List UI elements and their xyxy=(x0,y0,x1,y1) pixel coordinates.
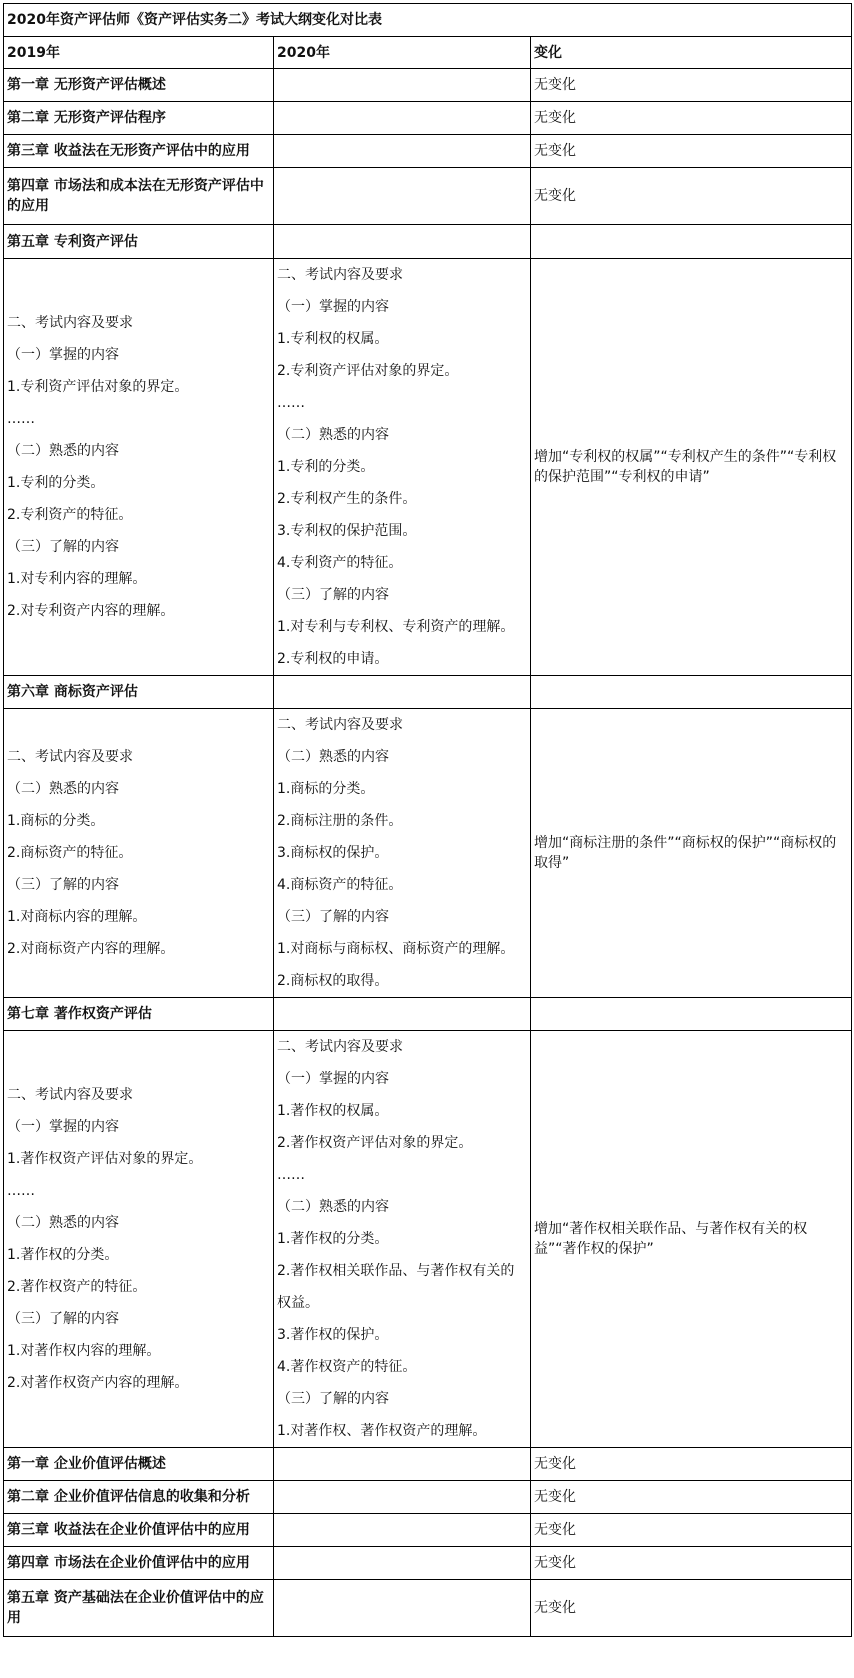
chapter-cell-2020 xyxy=(274,168,531,225)
outline-line: 二、考试内容及要求 xyxy=(277,1039,403,1055)
outline-line: 二、考试内容及要求 xyxy=(7,315,133,331)
outline-line: 1.对商标与商标权、商标资产的理解。 xyxy=(277,941,515,957)
outline-line: 2.专利资产的特征。 xyxy=(7,507,133,523)
outline-line: 4.专利资产的特征。 xyxy=(277,555,403,571)
outline-line: 二、考试内容及要求 xyxy=(277,717,403,733)
outline-line: 1.著作权的分类。 xyxy=(277,1231,389,1247)
syllabus-comparison-table xyxy=(3,3,852,1637)
chapter-cell-2020 xyxy=(274,1481,531,1514)
change-description: 增加“著作权相关联作品、与著作权有关的权益”“著作权的保护” xyxy=(531,1031,852,1448)
outline-line: 2.著作权相关联作品、与著作权有关的权益。 xyxy=(277,1263,515,1311)
outline-2020 xyxy=(274,709,531,998)
table-title-row xyxy=(4,4,852,37)
outline-line: 2.对商标资产内容的理解。 xyxy=(7,941,175,957)
chapter-cell-2020 xyxy=(274,676,531,709)
outline-line: 2.商标权的取得。 xyxy=(277,973,389,989)
chapter-cell-2020 xyxy=(274,1580,531,1637)
outline-line: 1.对著作权内容的理解。 xyxy=(7,1343,161,1359)
outline-line: （二）熟悉的内容 xyxy=(277,1199,389,1215)
outline-line: 3.著作权的保护。 xyxy=(277,1327,389,1343)
change-status xyxy=(531,225,852,259)
outline-line: 3.商标权的保护。 xyxy=(277,845,389,861)
outline-line: …… xyxy=(7,411,35,427)
outline-2020 xyxy=(274,1031,531,1448)
chapter-row xyxy=(4,676,852,709)
outline-line: 4.商标资产的特征。 xyxy=(277,877,403,893)
outline-line: （三）了解的内容 xyxy=(7,539,119,555)
outline-line: （三）了解的内容 xyxy=(277,1391,389,1407)
outline-line: 二、考试内容及要求 xyxy=(7,749,133,765)
outline-line: （二）熟悉的内容 xyxy=(7,781,119,797)
change-status: 无变化 xyxy=(531,135,852,168)
outline-line: 1.著作权资产评估对象的界定。 xyxy=(7,1151,203,1167)
outline-line: （三）了解的内容 xyxy=(277,909,389,925)
outline-line: （一）掌握的内容 xyxy=(277,299,389,315)
chapter-cell-2020 xyxy=(274,1448,531,1481)
change-status: 无变化 xyxy=(531,1481,852,1514)
chapter-row xyxy=(4,1448,852,1481)
chapter-row xyxy=(4,102,852,135)
outline-line: 4.著作权资产的特征。 xyxy=(277,1359,417,1375)
chapter-title-2019: 第三章 收益法在企业价值评估中的应用 xyxy=(4,1514,274,1547)
chapter-cell-2020 xyxy=(274,102,531,135)
chapter-row xyxy=(4,1580,852,1637)
chapter-row xyxy=(4,1481,852,1514)
header-2020: 2020年 xyxy=(274,37,531,69)
chapter-cell-2020 xyxy=(274,998,531,1031)
change-description: 增加“商标注册的条件”“商标权的保护”“商标权的取得” xyxy=(531,709,852,998)
outline-2019 xyxy=(4,259,274,676)
chapter-title-2019: 第四章 市场法在企业价值评估中的应用 xyxy=(4,1547,274,1580)
chapter-title-2019: 第六章 商标资产评估 xyxy=(4,676,274,709)
table-body xyxy=(4,4,852,1637)
outline-line: 1.对专利内容的理解。 xyxy=(7,571,147,587)
chapter-row xyxy=(4,69,852,102)
header-change: 变化 xyxy=(531,37,852,69)
outline-line: 2.商标资产的特征。 xyxy=(7,845,133,861)
outline-line: 1.专利的分类。 xyxy=(277,459,375,475)
outline-line: 1.专利的分类。 xyxy=(7,475,105,491)
chapter-row xyxy=(4,1514,852,1547)
chapter-cell-2020 xyxy=(274,69,531,102)
outline-line: …… xyxy=(7,1183,35,1199)
chapter-row xyxy=(4,1547,852,1580)
change-status: 无变化 xyxy=(531,1514,852,1547)
chapter-title-2019: 第七章 著作权资产评估 xyxy=(4,998,274,1031)
change-status: 无变化 xyxy=(531,102,852,135)
chapter-row xyxy=(4,225,852,259)
detail-row xyxy=(4,709,852,998)
outline-line: （三）了解的内容 xyxy=(277,587,389,603)
outline-line: （二）熟悉的内容 xyxy=(277,749,389,765)
chapter-title-2019: 第三章 收益法在无形资产评估中的应用 xyxy=(4,135,274,168)
outline-line: 1.对著作权、著作权资产的理解。 xyxy=(277,1423,487,1439)
outline-line: 3.专利权的保护范围。 xyxy=(277,523,417,539)
outline-line: 1.商标的分类。 xyxy=(277,781,375,797)
outline-line: （二）熟悉的内容 xyxy=(7,1215,119,1231)
chapter-row xyxy=(4,135,852,168)
detail-row xyxy=(4,259,852,676)
chapter-cell-2020 xyxy=(274,1547,531,1580)
chapter-title-2019: 第四章 市场法和成本法在无形资产评估中的应用 xyxy=(4,168,274,225)
change-description: 增加“专利权的权属”“专利权产生的条件”“专利权的保护范围”“专利权的申请” xyxy=(531,259,852,676)
outline-line: 2.商标注册的条件。 xyxy=(277,813,403,829)
outline-2019 xyxy=(4,1031,274,1448)
change-status: 无变化 xyxy=(531,69,852,102)
chapter-row xyxy=(4,998,852,1031)
chapter-title-2019: 第一章 无形资产评估概述 xyxy=(4,69,274,102)
outline-line: …… xyxy=(277,395,305,411)
outline-2019 xyxy=(4,709,274,998)
outline-line: （二）熟悉的内容 xyxy=(277,427,389,443)
outline-line: 2.对专利资产内容的理解。 xyxy=(7,603,175,619)
chapter-title-2019: 第二章 企业价值评估信息的收集和分析 xyxy=(4,1481,274,1514)
outline-line: 二、考试内容及要求 xyxy=(277,267,403,283)
change-status: 无变化 xyxy=(531,1547,852,1580)
chapter-title-2019: 第五章 资产基础法在企业价值评估中的应用 xyxy=(4,1580,274,1637)
chapter-title-2019: 第一章 企业价值评估概述 xyxy=(4,1448,274,1481)
outline-line: （二）熟悉的内容 xyxy=(7,443,119,459)
table-header-row xyxy=(4,37,852,69)
change-status: 无变化 xyxy=(531,1580,852,1637)
outline-line: 二、考试内容及要求 xyxy=(7,1087,133,1103)
chapter-cell-2020 xyxy=(274,1514,531,1547)
chapter-cell-2020 xyxy=(274,225,531,259)
outline-line: 1.专利权的权属。 xyxy=(277,331,389,347)
change-status xyxy=(531,676,852,709)
chapter-row xyxy=(4,168,852,225)
outline-line: 1.著作权的权属。 xyxy=(277,1103,389,1119)
outline-line: 1.对专利与专利权、专利资产的理解。 xyxy=(277,619,515,635)
outline-line: 1.专利资产评估对象的界定。 xyxy=(7,379,189,395)
detail-row xyxy=(4,1031,852,1448)
outline-line: 1.商标的分类。 xyxy=(7,813,105,829)
outline-line: 2.著作权资产的特征。 xyxy=(7,1279,147,1295)
chapter-cell-2020 xyxy=(274,135,531,168)
change-status: 无变化 xyxy=(531,168,852,225)
outline-line: …… xyxy=(277,1167,305,1183)
outline-line: 1.对商标内容的理解。 xyxy=(7,909,147,925)
outline-line: 2.专利权的申请。 xyxy=(277,651,389,667)
outline-2020 xyxy=(274,259,531,676)
chapter-title-2019: 第五章 专利资产评估 xyxy=(4,225,274,259)
outline-line: 2.专利权产生的条件。 xyxy=(277,491,417,507)
outline-line: 2.专利资产评估对象的界定。 xyxy=(277,363,459,379)
outline-line: （三）了解的内容 xyxy=(7,1311,119,1327)
outline-line: （一）掌握的内容 xyxy=(7,1119,119,1135)
chapter-title-2019: 第二章 无形资产评估程序 xyxy=(4,102,274,135)
outline-line: （一）掌握的内容 xyxy=(7,347,119,363)
outline-line: （三）了解的内容 xyxy=(7,877,119,893)
outline-line: 1.著作权的分类。 xyxy=(7,1247,119,1263)
outline-line: 2.著作权资产评估对象的界定。 xyxy=(277,1135,473,1151)
outline-line: 2.对著作权资产内容的理解。 xyxy=(7,1375,189,1391)
table-title: 2020年资产评估师《资产评估实务二》考试大纲变化对比表 xyxy=(4,4,852,37)
change-status xyxy=(531,998,852,1031)
header-2019: 2019年 xyxy=(4,37,274,69)
outline-line: （一）掌握的内容 xyxy=(277,1071,389,1087)
change-status: 无变化 xyxy=(531,1448,852,1481)
